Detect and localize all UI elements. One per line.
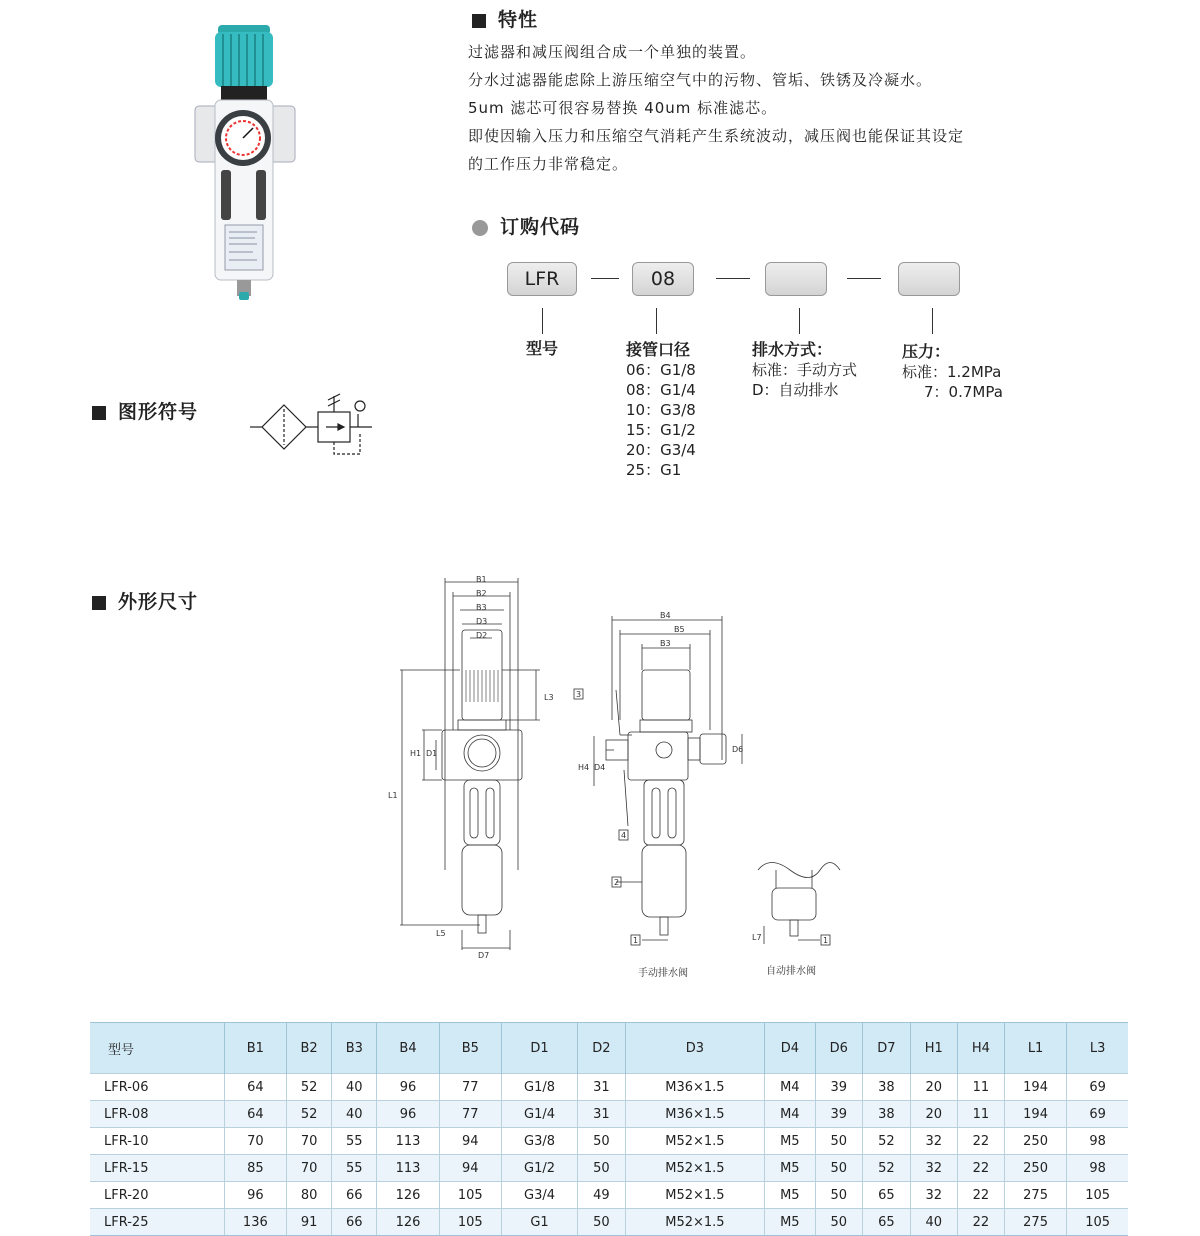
table-cell: 65 bbox=[863, 1182, 911, 1209]
table-cell: 126 bbox=[377, 1182, 439, 1209]
product-photo bbox=[185, 20, 305, 305]
table-cell: 40 bbox=[332, 1074, 377, 1101]
table-cell: 52 bbox=[863, 1128, 911, 1155]
feature-line: 的工作压力非常稳定。 bbox=[468, 155, 629, 173]
table-header-row bbox=[90, 1023, 1128, 1074]
table-cell: 20 bbox=[910, 1074, 957, 1101]
code-box-pressure bbox=[898, 262, 960, 296]
column-header: H4 bbox=[957, 1023, 1004, 1074]
table-cell: M5 bbox=[765, 1209, 815, 1236]
table-cell: 66 bbox=[332, 1182, 377, 1209]
svg-text:2: 2 bbox=[614, 878, 620, 887]
pneumatic-symbol-icon bbox=[248, 388, 378, 460]
table-cell: G3/4 bbox=[501, 1182, 577, 1209]
table-cell: 50 bbox=[815, 1209, 863, 1236]
table-cell: 85 bbox=[224, 1155, 286, 1182]
table-cell: 94 bbox=[439, 1155, 501, 1182]
table-cell: 32 bbox=[910, 1182, 957, 1209]
table-cell: 70 bbox=[224, 1128, 286, 1155]
table-cell: M52×1.5 bbox=[625, 1209, 764, 1236]
table-cell: M36×1.5 bbox=[625, 1074, 764, 1101]
table-cell: 32 bbox=[910, 1128, 957, 1155]
table-cell: 194 bbox=[1004, 1074, 1066, 1101]
column-header: B5 bbox=[439, 1023, 501, 1074]
column-header: D7 bbox=[863, 1023, 911, 1074]
table-cell: 39 bbox=[815, 1101, 863, 1128]
table-cell: 94 bbox=[439, 1128, 501, 1155]
table-cell: 32 bbox=[910, 1155, 957, 1182]
table-cell: G1/4 bbox=[501, 1101, 577, 1128]
table-cell: 52 bbox=[286, 1101, 331, 1128]
svg-text:H4: H4 bbox=[578, 763, 590, 772]
column-header: L1 bbox=[1004, 1023, 1066, 1074]
table-cell: 98 bbox=[1067, 1128, 1128, 1155]
table-cell: M52×1.5 bbox=[625, 1182, 764, 1209]
column-header: B4 bbox=[377, 1023, 439, 1074]
features-text bbox=[468, 38, 964, 178]
table-cell: 250 bbox=[1004, 1128, 1066, 1155]
code-box-model: LFR bbox=[507, 262, 577, 296]
column-header: B2 bbox=[286, 1023, 331, 1074]
table-cell: 65 bbox=[863, 1209, 911, 1236]
table-row bbox=[90, 1074, 1128, 1101]
column-header: B3 bbox=[332, 1023, 377, 1074]
table-cell: 38 bbox=[863, 1074, 911, 1101]
table-cell: 50 bbox=[815, 1155, 863, 1182]
svg-text:4: 4 bbox=[621, 831, 627, 840]
table-row bbox=[90, 1209, 1128, 1236]
table-cell: 69 bbox=[1067, 1101, 1128, 1128]
svg-text:3: 3 bbox=[576, 690, 582, 699]
table-cell: M52×1.5 bbox=[625, 1155, 764, 1182]
table-cell: 70 bbox=[286, 1155, 331, 1182]
table-cell: 31 bbox=[578, 1101, 626, 1128]
table-cell: M52×1.5 bbox=[625, 1128, 764, 1155]
table-cell: 52 bbox=[863, 1155, 911, 1182]
svg-text:D3: D3 bbox=[476, 617, 488, 626]
table-body bbox=[90, 1074, 1128, 1236]
svg-text:D6: D6 bbox=[732, 745, 744, 754]
table-cell: 194 bbox=[1004, 1101, 1066, 1128]
column-header: H1 bbox=[910, 1023, 957, 1074]
table-cell: 20 bbox=[910, 1101, 957, 1128]
table-cell: 70 bbox=[286, 1128, 331, 1155]
table-cell: 105 bbox=[1067, 1209, 1128, 1236]
table-cell: M4 bbox=[765, 1101, 815, 1128]
table-cell: 105 bbox=[439, 1209, 501, 1236]
table-cell: M5 bbox=[765, 1155, 815, 1182]
table-cell: G1/8 bbox=[501, 1074, 577, 1101]
table-cell: 113 bbox=[377, 1128, 439, 1155]
table-cell: 136 bbox=[224, 1209, 286, 1236]
table-cell: 50 bbox=[578, 1155, 626, 1182]
column-header: D6 bbox=[815, 1023, 863, 1074]
table-cell: 38 bbox=[863, 1101, 911, 1128]
column-header: D4 bbox=[765, 1023, 815, 1074]
table-cell: M5 bbox=[765, 1182, 815, 1209]
table-row bbox=[90, 1155, 1128, 1182]
table-cell: 40 bbox=[910, 1209, 957, 1236]
dimension-table bbox=[90, 1022, 1128, 1236]
table-cell: 50 bbox=[815, 1182, 863, 1209]
table-cell: 52 bbox=[286, 1074, 331, 1101]
svg-text:L3: L3 bbox=[544, 693, 554, 702]
column-header: D1 bbox=[501, 1023, 577, 1074]
table-cell: 105 bbox=[439, 1182, 501, 1209]
svg-text:L5: L5 bbox=[436, 929, 446, 938]
table-cell: LFR-10 bbox=[90, 1128, 224, 1155]
table-cell: 55 bbox=[332, 1155, 377, 1182]
table-cell: 64 bbox=[224, 1074, 286, 1101]
caption-auto: 自动排水阀 bbox=[766, 966, 816, 977]
symbol-heading: 图形符号 bbox=[92, 397, 198, 424]
table-cell: M5 bbox=[765, 1128, 815, 1155]
order-code-heading: 订购代码 bbox=[472, 212, 580, 239]
table-cell: LFR-15 bbox=[90, 1155, 224, 1182]
svg-text:1: 1 bbox=[823, 936, 829, 945]
svg-text:L1: L1 bbox=[388, 791, 398, 800]
code-box-drain bbox=[765, 262, 827, 296]
table-cell: M4 bbox=[765, 1074, 815, 1101]
table-cell: 96 bbox=[377, 1101, 439, 1128]
table-cell: 50 bbox=[815, 1128, 863, 1155]
table-cell: 96 bbox=[224, 1182, 286, 1209]
table-cell: 91 bbox=[286, 1209, 331, 1236]
table-cell: LFR-08 bbox=[90, 1101, 224, 1128]
code-box-port: 08 bbox=[632, 262, 694, 296]
feature-line: 即使因输入压力和压缩空气消耗产生系统波动，减压阀也能保证其设定 bbox=[468, 127, 965, 145]
svg-text:D2: D2 bbox=[476, 631, 488, 640]
table-cell: G3/8 bbox=[501, 1128, 577, 1155]
svg-text:1: 1 bbox=[633, 936, 639, 945]
pressure-column: 压力： 标准：1.2MPa 7：0.7MPa bbox=[902, 342, 1003, 401]
feature-line: 5um 滤芯可很容易替换 40um 标准滤芯。 bbox=[468, 99, 778, 117]
svg-text:B3: B3 bbox=[660, 639, 671, 648]
table-cell: 11 bbox=[957, 1074, 1004, 1101]
svg-text:B2: B2 bbox=[476, 589, 487, 598]
table-cell: G1 bbox=[501, 1209, 577, 1236]
table-cell: 113 bbox=[377, 1155, 439, 1182]
table-row bbox=[90, 1101, 1128, 1128]
drain-column: 排水方式： 标准：手动方式 D：自动排水 bbox=[752, 340, 858, 399]
svg-text:B1: B1 bbox=[476, 575, 487, 584]
table-cell: 31 bbox=[578, 1074, 626, 1101]
table-cell: 77 bbox=[439, 1074, 501, 1101]
table-cell: 250 bbox=[1004, 1155, 1066, 1182]
table-cell: 64 bbox=[224, 1101, 286, 1128]
svg-text:D1: D1 bbox=[426, 749, 438, 758]
table-cell: 96 bbox=[377, 1074, 439, 1101]
table-cell: 98 bbox=[1067, 1155, 1128, 1182]
table-cell: 80 bbox=[286, 1182, 331, 1209]
feature-line: 过滤器和减压阀组合成一个单独的装置。 bbox=[468, 43, 757, 61]
svg-text:L7: L7 bbox=[752, 933, 762, 942]
table-cell: 275 bbox=[1004, 1182, 1066, 1209]
table-cell: 69 bbox=[1067, 1074, 1128, 1101]
table-cell: 77 bbox=[439, 1101, 501, 1128]
table-cell: 50 bbox=[578, 1209, 626, 1236]
column-header: D3 bbox=[625, 1023, 764, 1074]
table-cell: 55 bbox=[332, 1128, 377, 1155]
svg-text:B5: B5 bbox=[674, 625, 685, 634]
caption-manual: 手动排水阀 bbox=[638, 968, 688, 979]
table-cell: 22 bbox=[957, 1128, 1004, 1155]
svg-text:H1: H1 bbox=[410, 749, 422, 758]
feature-line: 分水过滤器能虑除上游压缩空气中的污物、管垢、铁锈及冷凝水。 bbox=[468, 71, 933, 89]
table-cell: 39 bbox=[815, 1074, 863, 1101]
model-column: 型号 bbox=[526, 339, 559, 358]
svg-text:D4: D4 bbox=[594, 763, 606, 772]
table-cell: G1/2 bbox=[501, 1155, 577, 1182]
features-heading: 特性 bbox=[472, 5, 538, 32]
table-cell: 126 bbox=[377, 1209, 439, 1236]
table-cell: M36×1.5 bbox=[625, 1101, 764, 1128]
column-header: L3 bbox=[1067, 1023, 1128, 1074]
table-cell: 66 bbox=[332, 1209, 377, 1236]
table-cell: 22 bbox=[957, 1155, 1004, 1182]
port-column: 接管口径 06：G1/8 08：G1/4 10：G3/8 15：G1/2 20：G3/4 25：G1 bbox=[626, 340, 696, 479]
table-cell: 105 bbox=[1067, 1182, 1128, 1209]
dimension-drawing bbox=[380, 570, 860, 990]
svg-text:B4: B4 bbox=[660, 611, 671, 620]
table-cell: 22 bbox=[957, 1182, 1004, 1209]
svg-text:B3: B3 bbox=[476, 603, 487, 612]
dimensions-heading: 外形尺寸 bbox=[92, 587, 198, 614]
column-header: B1 bbox=[224, 1023, 286, 1074]
table-cell: 40 bbox=[332, 1101, 377, 1128]
table-cell: 11 bbox=[957, 1101, 1004, 1128]
svg-text:D7: D7 bbox=[478, 951, 490, 960]
table-cell: 50 bbox=[578, 1128, 626, 1155]
table-cell: LFR-06 bbox=[90, 1074, 224, 1101]
table-cell: LFR-20 bbox=[90, 1182, 224, 1209]
table-cell: 22 bbox=[957, 1209, 1004, 1236]
table-cell: 49 bbox=[578, 1182, 626, 1209]
column-header: 型号 bbox=[90, 1023, 224, 1074]
table-row bbox=[90, 1182, 1128, 1209]
table-row bbox=[90, 1128, 1128, 1155]
column-header: D2 bbox=[578, 1023, 626, 1074]
table-cell: LFR-25 bbox=[90, 1209, 224, 1236]
table-cell: 275 bbox=[1004, 1209, 1066, 1236]
